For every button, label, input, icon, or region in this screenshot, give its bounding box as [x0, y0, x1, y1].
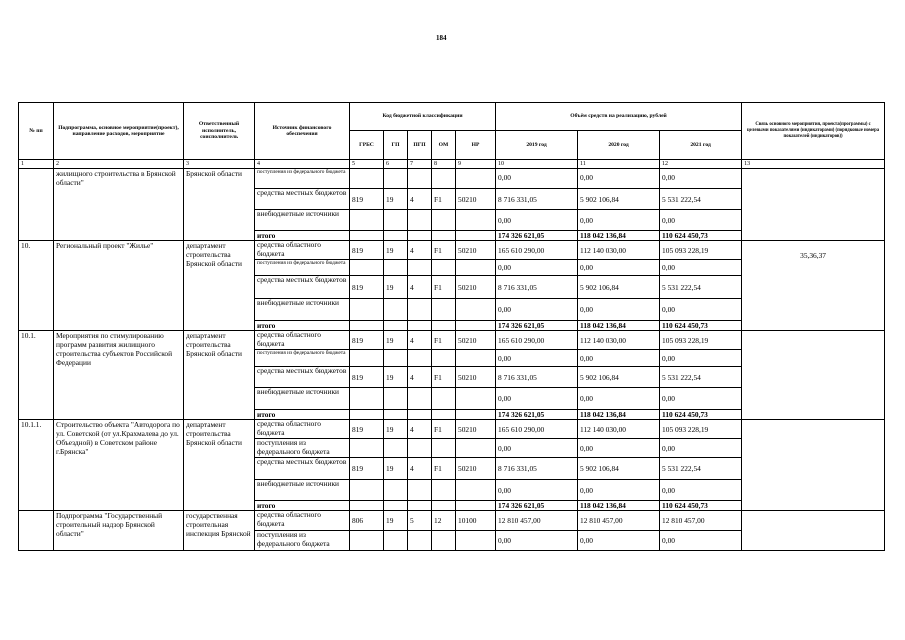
- code-gp: 19: [384, 458, 408, 480]
- code-om: F1: [432, 189, 456, 210]
- source-federal: поступления из федерального бюджета: [255, 260, 350, 276]
- header-2019: 2019 год: [496, 131, 578, 160]
- code-grbs: 819: [350, 420, 384, 439]
- code-grbs: 819: [350, 331, 384, 350]
- col-num: 2: [54, 160, 184, 169]
- code-grbs: 806: [350, 511, 384, 531]
- table-row: [19, 420, 885, 439]
- value-2021: 0,00: [660, 210, 742, 231]
- source-local: средства местных бюджетов: [255, 458, 350, 480]
- table-row: [19, 331, 885, 350]
- value-2021: 0,00: [660, 531, 742, 551]
- total-2019: 174 326 621,05: [496, 231, 578, 241]
- code-grbs: 819: [350, 276, 384, 299]
- value-2020: 112 140 030,00: [578, 241, 660, 260]
- budget-table: [18, 102, 885, 551]
- code-nr: 50210: [456, 458, 496, 480]
- value-2019: 12 810 457,00: [496, 511, 578, 531]
- header-2020: 2020 год: [578, 131, 660, 160]
- total-2020: 118 042 136,84: [578, 410, 660, 420]
- code-om: F1: [432, 367, 456, 388]
- value-2020: 0,00: [578, 260, 660, 276]
- code-nr: 50210: [456, 367, 496, 388]
- value-2021: 0,00: [660, 350, 742, 367]
- row-responsible: департамент строительства Брянской области: [184, 420, 255, 511]
- header-num: № пп: [19, 103, 54, 160]
- header-name: Подпрограмма, основное мероприятие(проект), направление расходов, мероприятие: [54, 103, 184, 160]
- value-2021: 5 531 222,54: [660, 367, 742, 388]
- value-2019: 8 716 331,05: [496, 458, 578, 480]
- value-2020: 0,00: [578, 210, 660, 231]
- source-extra: внебюджетные источники: [255, 480, 350, 501]
- value-2020: 0,00: [578, 299, 660, 321]
- header-indicator-link: Связь основного мероприятия, проекта(программы) с целевыми показателями (индикаторами) (порядковые номера показателей (индикаторов)): [742, 103, 885, 160]
- value-2020: 112 140 030,00: [578, 420, 660, 439]
- col-num: 6: [384, 160, 408, 169]
- value-2021: 5 531 222,54: [660, 276, 742, 299]
- value-2020: 5 902 106,84: [578, 458, 660, 480]
- total-2021: 110 624 450,73: [660, 410, 742, 420]
- indicator-link: 35,36,37: [742, 241, 885, 331]
- source-total: итого: [255, 321, 350, 331]
- value-2020: 5 902 106,84: [578, 367, 660, 388]
- code-nr: 50210: [456, 331, 496, 350]
- value-2020: 0,00: [578, 350, 660, 367]
- row-name: жилищного строительства в Брянской области": [54, 169, 184, 241]
- code-pgp: 4: [408, 458, 432, 480]
- row-num: 10.: [19, 241, 54, 331]
- value-2019: 165 610 290,00: [496, 420, 578, 439]
- source-regional: средства областного бюджета: [255, 241, 350, 260]
- value-2019: 0,00: [496, 169, 578, 189]
- value-2021: 5 531 222,54: [660, 458, 742, 480]
- table-row: [19, 511, 885, 531]
- code-gp: 19: [384, 511, 408, 531]
- value-2021: 105 093 228,19: [660, 241, 742, 260]
- code-om: F1: [432, 276, 456, 299]
- source-regional: средства областного бюджета: [255, 331, 350, 350]
- col-num: 3: [184, 160, 255, 169]
- code-nr: 50210: [456, 420, 496, 439]
- code-gp: 19: [384, 189, 408, 210]
- header-budget-code: Код бюджетной классификации: [350, 103, 496, 131]
- row-responsible: государственная строительная инспекция Брянской: [184, 511, 255, 551]
- code-pgp: 4: [408, 189, 432, 210]
- code-grbs: 819: [350, 458, 384, 480]
- code-gp: 19: [384, 420, 408, 439]
- row-responsible: департамент строительства Брянской области: [184, 331, 255, 420]
- col-num: 7: [408, 160, 432, 169]
- row-num: [19, 169, 54, 241]
- value-2021: 0,00: [660, 439, 742, 458]
- col-num: 13: [742, 160, 885, 169]
- table-row: [19, 169, 885, 189]
- source-regional: средства областного бюджета: [255, 420, 350, 439]
- value-2019: 0,00: [496, 480, 578, 501]
- source-total: итого: [255, 410, 350, 420]
- source-local: средства местных бюджетов: [255, 367, 350, 388]
- value-2020: 0,00: [578, 439, 660, 458]
- code-pgp: 4: [408, 367, 432, 388]
- value-2020: 12 810 457,00: [578, 511, 660, 531]
- code-pgp: 4: [408, 276, 432, 299]
- value-2020: 112 140 030,00: [578, 331, 660, 350]
- value-2019: 8 716 331,05: [496, 189, 578, 210]
- value-2019: 0,00: [496, 531, 578, 551]
- total-2021: 110 624 450,73: [660, 231, 742, 241]
- page-number: 184: [436, 34, 447, 42]
- table-row: [19, 241, 885, 260]
- value-2020: 0,00: [578, 480, 660, 501]
- row-name: Подпрограмма "Государственный строительный надзор Брянской области": [54, 511, 184, 551]
- value-2021: 0,00: [660, 299, 742, 321]
- code-om: F1: [432, 331, 456, 350]
- value-2021: 0,00: [660, 260, 742, 276]
- col-num: 8: [432, 160, 456, 169]
- total-2020: 118 042 136,84: [578, 501, 660, 511]
- value-2020: 5 902 106,84: [578, 189, 660, 210]
- code-nr: 50210: [456, 276, 496, 299]
- header-row-1: [19, 103, 885, 131]
- column-number-row: [19, 160, 885, 169]
- code-gp: 19: [384, 276, 408, 299]
- total-2020: 118 042 136,84: [578, 231, 660, 241]
- source-total: итого: [255, 501, 350, 511]
- source-regional: средства областного бюджета: [255, 511, 350, 531]
- source-federal: поступления из федерального бюджета: [255, 169, 350, 189]
- value-2021: 5 531 222,54: [660, 189, 742, 210]
- value-2019: 165 610 290,00: [496, 331, 578, 350]
- value-2021: 0,00: [660, 480, 742, 501]
- source-local: средства местных бюджетов: [255, 276, 350, 299]
- code-grbs: 819: [350, 189, 384, 210]
- value-2021: 105 093 228,19: [660, 331, 742, 350]
- value-2021: 105 093 228,19: [660, 420, 742, 439]
- code-gp: 19: [384, 367, 408, 388]
- value-2019: 0,00: [496, 299, 578, 321]
- row-name: Строительство объекта "Автодорога по ул. Советской (от ул.Крахмалева до ул. Объездной) в Советском районе г.Брянска": [54, 420, 184, 511]
- header-amount: Объём средств на реализацию, рублей: [496, 103, 742, 131]
- total-2021: 110 624 450,73: [660, 501, 742, 511]
- row-num: 10.1.1.: [19, 420, 54, 511]
- value-2021: 0,00: [660, 388, 742, 410]
- code-om: F1: [432, 241, 456, 260]
- source-federal: поступления из федерального бюджета: [255, 439, 350, 458]
- value-2019: 0,00: [496, 210, 578, 231]
- value-2020: 5 902 106,84: [578, 276, 660, 299]
- source-extra: внебюджетные источники: [255, 388, 350, 410]
- header-nr: НР: [456, 131, 496, 160]
- code-pgp: 4: [408, 331, 432, 350]
- col-num: 9: [456, 160, 496, 169]
- col-num: 12: [660, 160, 742, 169]
- code-grbs: 819: [350, 241, 384, 260]
- row-num: 10.1.: [19, 331, 54, 420]
- code-grbs: 819: [350, 367, 384, 388]
- header-source: Источник финансового обеспечения: [255, 103, 350, 160]
- header-2021: 2021 год: [660, 131, 742, 160]
- header-om: ОМ: [432, 131, 456, 160]
- code-gp: 19: [384, 241, 408, 260]
- source-extra: внебюджетные источники: [255, 210, 350, 231]
- total-2019: 174 326 621,05: [496, 501, 578, 511]
- value-2021: 12 810 457,00: [660, 511, 742, 531]
- col-num: 4: [255, 160, 350, 169]
- col-num: 1: [19, 160, 54, 169]
- value-2019: 0,00: [496, 350, 578, 367]
- value-2019: 0,00: [496, 439, 578, 458]
- row-num: [19, 511, 54, 551]
- header-grbs: ГРБС: [350, 131, 384, 160]
- col-num: 5: [350, 160, 384, 169]
- code-pgp: 5: [408, 511, 432, 531]
- row-responsible: Брянской области: [184, 169, 255, 241]
- code-om: F1: [432, 420, 456, 439]
- value-2019: 8 716 331,05: [496, 367, 578, 388]
- code-om: F1: [432, 458, 456, 480]
- value-2020: 0,00: [578, 169, 660, 189]
- value-2019: 0,00: [496, 388, 578, 410]
- value-2020: 0,00: [578, 388, 660, 410]
- code-nr: 50210: [456, 189, 496, 210]
- value-2019: 165 610 290,00: [496, 241, 578, 260]
- total-2019: 174 326 621,05: [496, 321, 578, 331]
- source-federal: поступления из федерального бюджета: [255, 350, 350, 367]
- code-nr: 50210: [456, 241, 496, 260]
- total-2021: 110 624 450,73: [660, 321, 742, 331]
- code-nr: 10100: [456, 511, 496, 531]
- total-2020: 118 042 136,84: [578, 321, 660, 331]
- header-pgp: ПГП: [408, 131, 432, 160]
- header-responsible: Ответственный исполнитель, соисполнитель: [184, 103, 255, 160]
- source-extra: внебюджетные источники: [255, 299, 350, 321]
- code-pgp: 4: [408, 420, 432, 439]
- code-pgp: 4: [408, 241, 432, 260]
- header-gp: ГП: [384, 131, 408, 160]
- col-num: 10: [496, 160, 578, 169]
- row-responsible: департамент строительства Брянской области: [184, 241, 255, 331]
- code-om: 12: [432, 511, 456, 531]
- value-2019: 8 716 331,05: [496, 276, 578, 299]
- total-2019: 174 326 621,05: [496, 410, 578, 420]
- row-name: Мероприятия по стимулированию программ развития жилищного строительства субъектов Российской Федерации: [54, 331, 184, 420]
- row-name: Региональный проект "Жилье": [54, 241, 184, 331]
- source-local: средства местных бюджетов: [255, 189, 350, 210]
- source-federal: поступления из федерального бюджета: [255, 531, 350, 551]
- value-2021: 0,00: [660, 169, 742, 189]
- col-num: 11: [578, 160, 660, 169]
- source-total: итого: [255, 231, 350, 241]
- value-2019: 0,00: [496, 260, 578, 276]
- value-2020: 0,00: [578, 531, 660, 551]
- code-gp: 19: [384, 331, 408, 350]
